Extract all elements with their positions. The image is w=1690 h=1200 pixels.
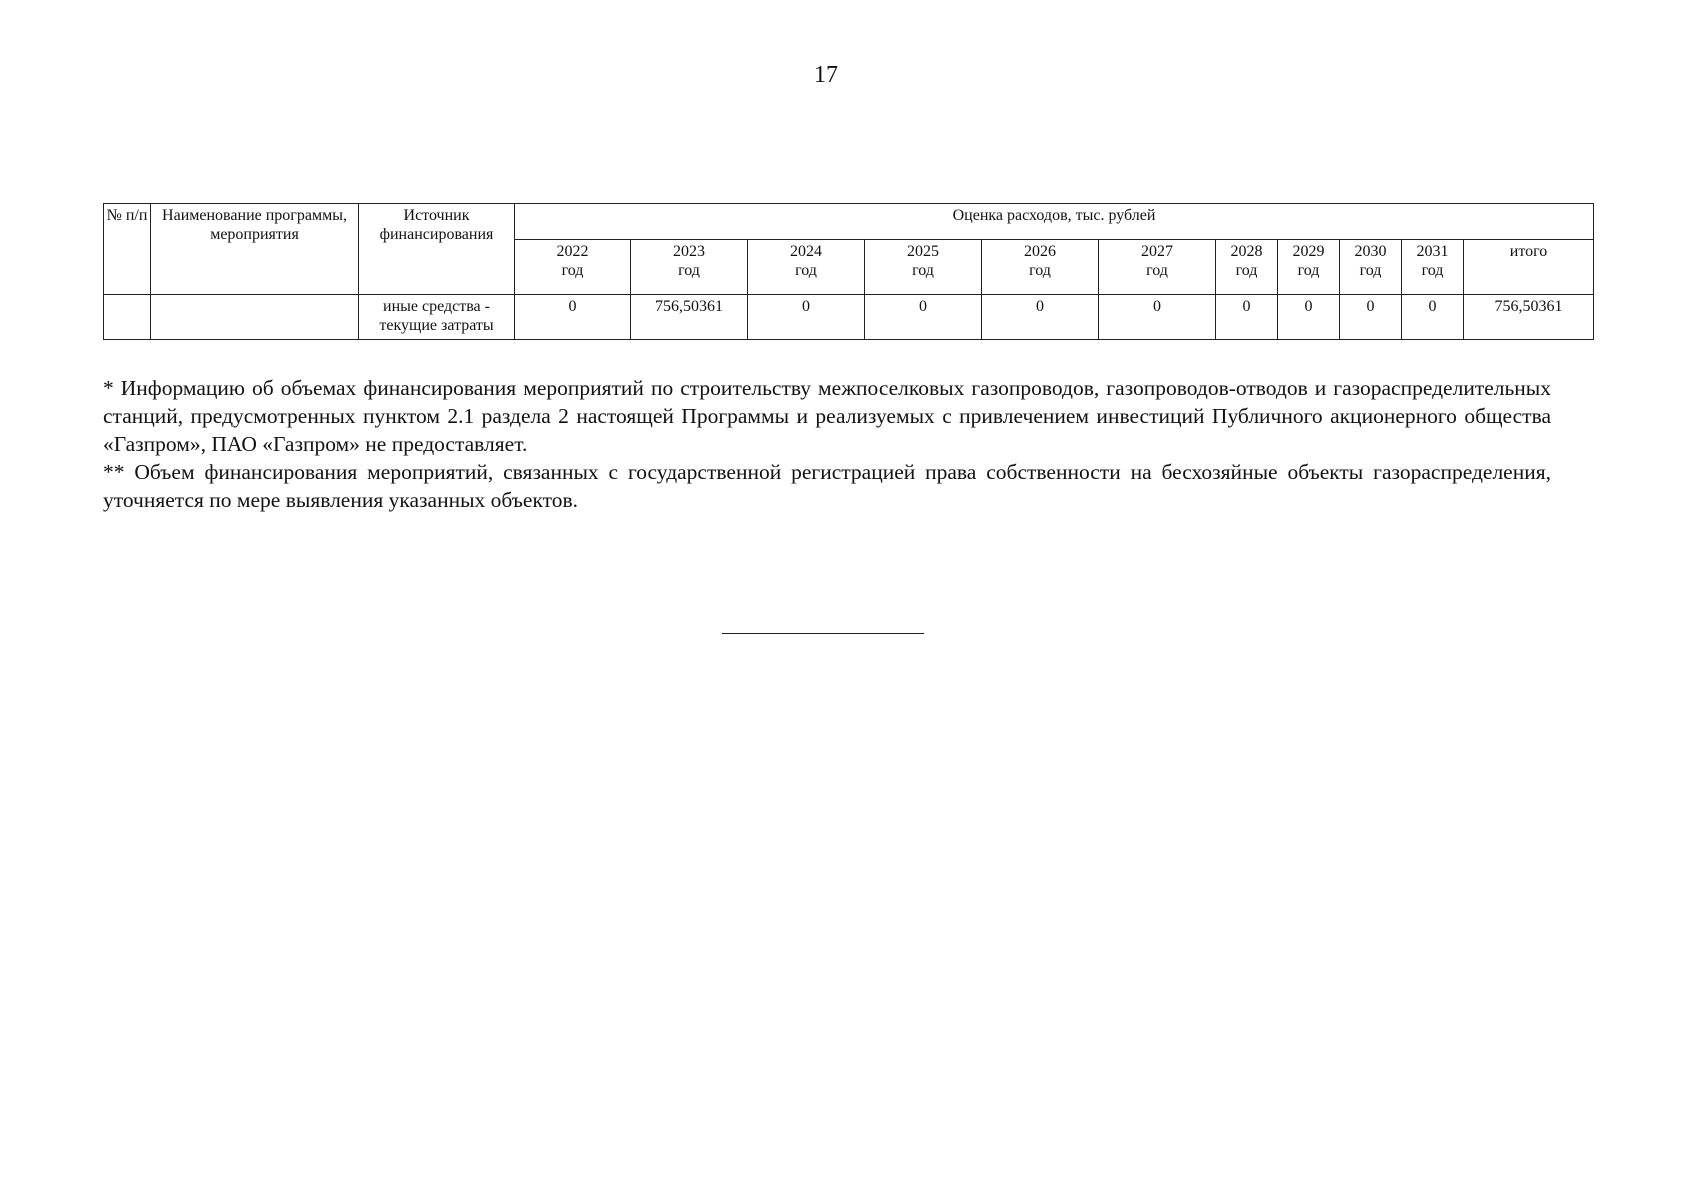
table-row: [104, 295, 1594, 340]
page-number: 17: [814, 62, 838, 88]
header-year-2022: 2022 год: [515, 240, 631, 295]
cell-value-2025: 0: [865, 295, 982, 340]
footnotes: [103, 374, 1551, 514]
footnote-ownerless-objects: ** Объем финансирования мероприятий, связанных с государственной регистрацией права собственности на бесхозяйные объекты газораспределения, уточняется по мере выявления указанных объектов.: [103, 460, 1551, 512]
cell-name: [151, 295, 359, 340]
cell-value-2022: 0: [515, 295, 631, 340]
cell-number: [104, 295, 151, 340]
header-year-2028: 2028 год: [1216, 240, 1278, 295]
header-name: Наименование программы, мероприятия: [151, 204, 359, 295]
header-year-2024: 2024 год: [748, 240, 865, 295]
cell-value-2026: 0: [982, 295, 1099, 340]
header-estimate: Оценка расходов, тыс. рублей: [515, 204, 1594, 240]
end-divider: [722, 633, 924, 634]
budget-table: [103, 203, 1594, 340]
cell-value-2031: 0: [1402, 295, 1464, 340]
header-year-2029: 2029 год: [1278, 240, 1340, 295]
header-year-2027: 2027 год: [1099, 240, 1216, 295]
header-year-2030: 2030 год: [1340, 240, 1402, 295]
header-total: итого: [1464, 240, 1594, 295]
cell-value-2029: 0: [1278, 295, 1340, 340]
header-number: № п/п: [104, 204, 151, 295]
cell-value-2027: 0: [1099, 295, 1216, 340]
cell-source: иные средства - текущие затраты: [359, 295, 515, 340]
cell-value-2030: 0: [1340, 295, 1402, 340]
cell-total: 756,50361: [1464, 295, 1594, 340]
table-header-row: [104, 204, 1594, 240]
header-year-2025: 2025 год: [865, 240, 982, 295]
header-year-2023: 2023 год: [631, 240, 748, 295]
header-year-2031: 2031 год: [1402, 240, 1464, 295]
cell-value-2028: 0: [1216, 295, 1278, 340]
footnote-gazprom: * Информацию об объемах финансирования мероприятий по строительству межпоселковых газопроводов, газопроводов-отводов и газораспределительных станций, предусмотренных пунктом 2.1 раздела 2 настоящей Программы и реализуемых с привлечением инвестиций Публичного акционерного общества «Газпром», ПАО «Газпром» не предоставляет.: [103, 376, 1551, 456]
header-source: Источник финансирования: [359, 204, 515, 295]
cell-value-2023: 756,50361: [631, 295, 748, 340]
header-year-2026: 2026 год: [982, 240, 1099, 295]
cell-value-2024: 0: [748, 295, 865, 340]
